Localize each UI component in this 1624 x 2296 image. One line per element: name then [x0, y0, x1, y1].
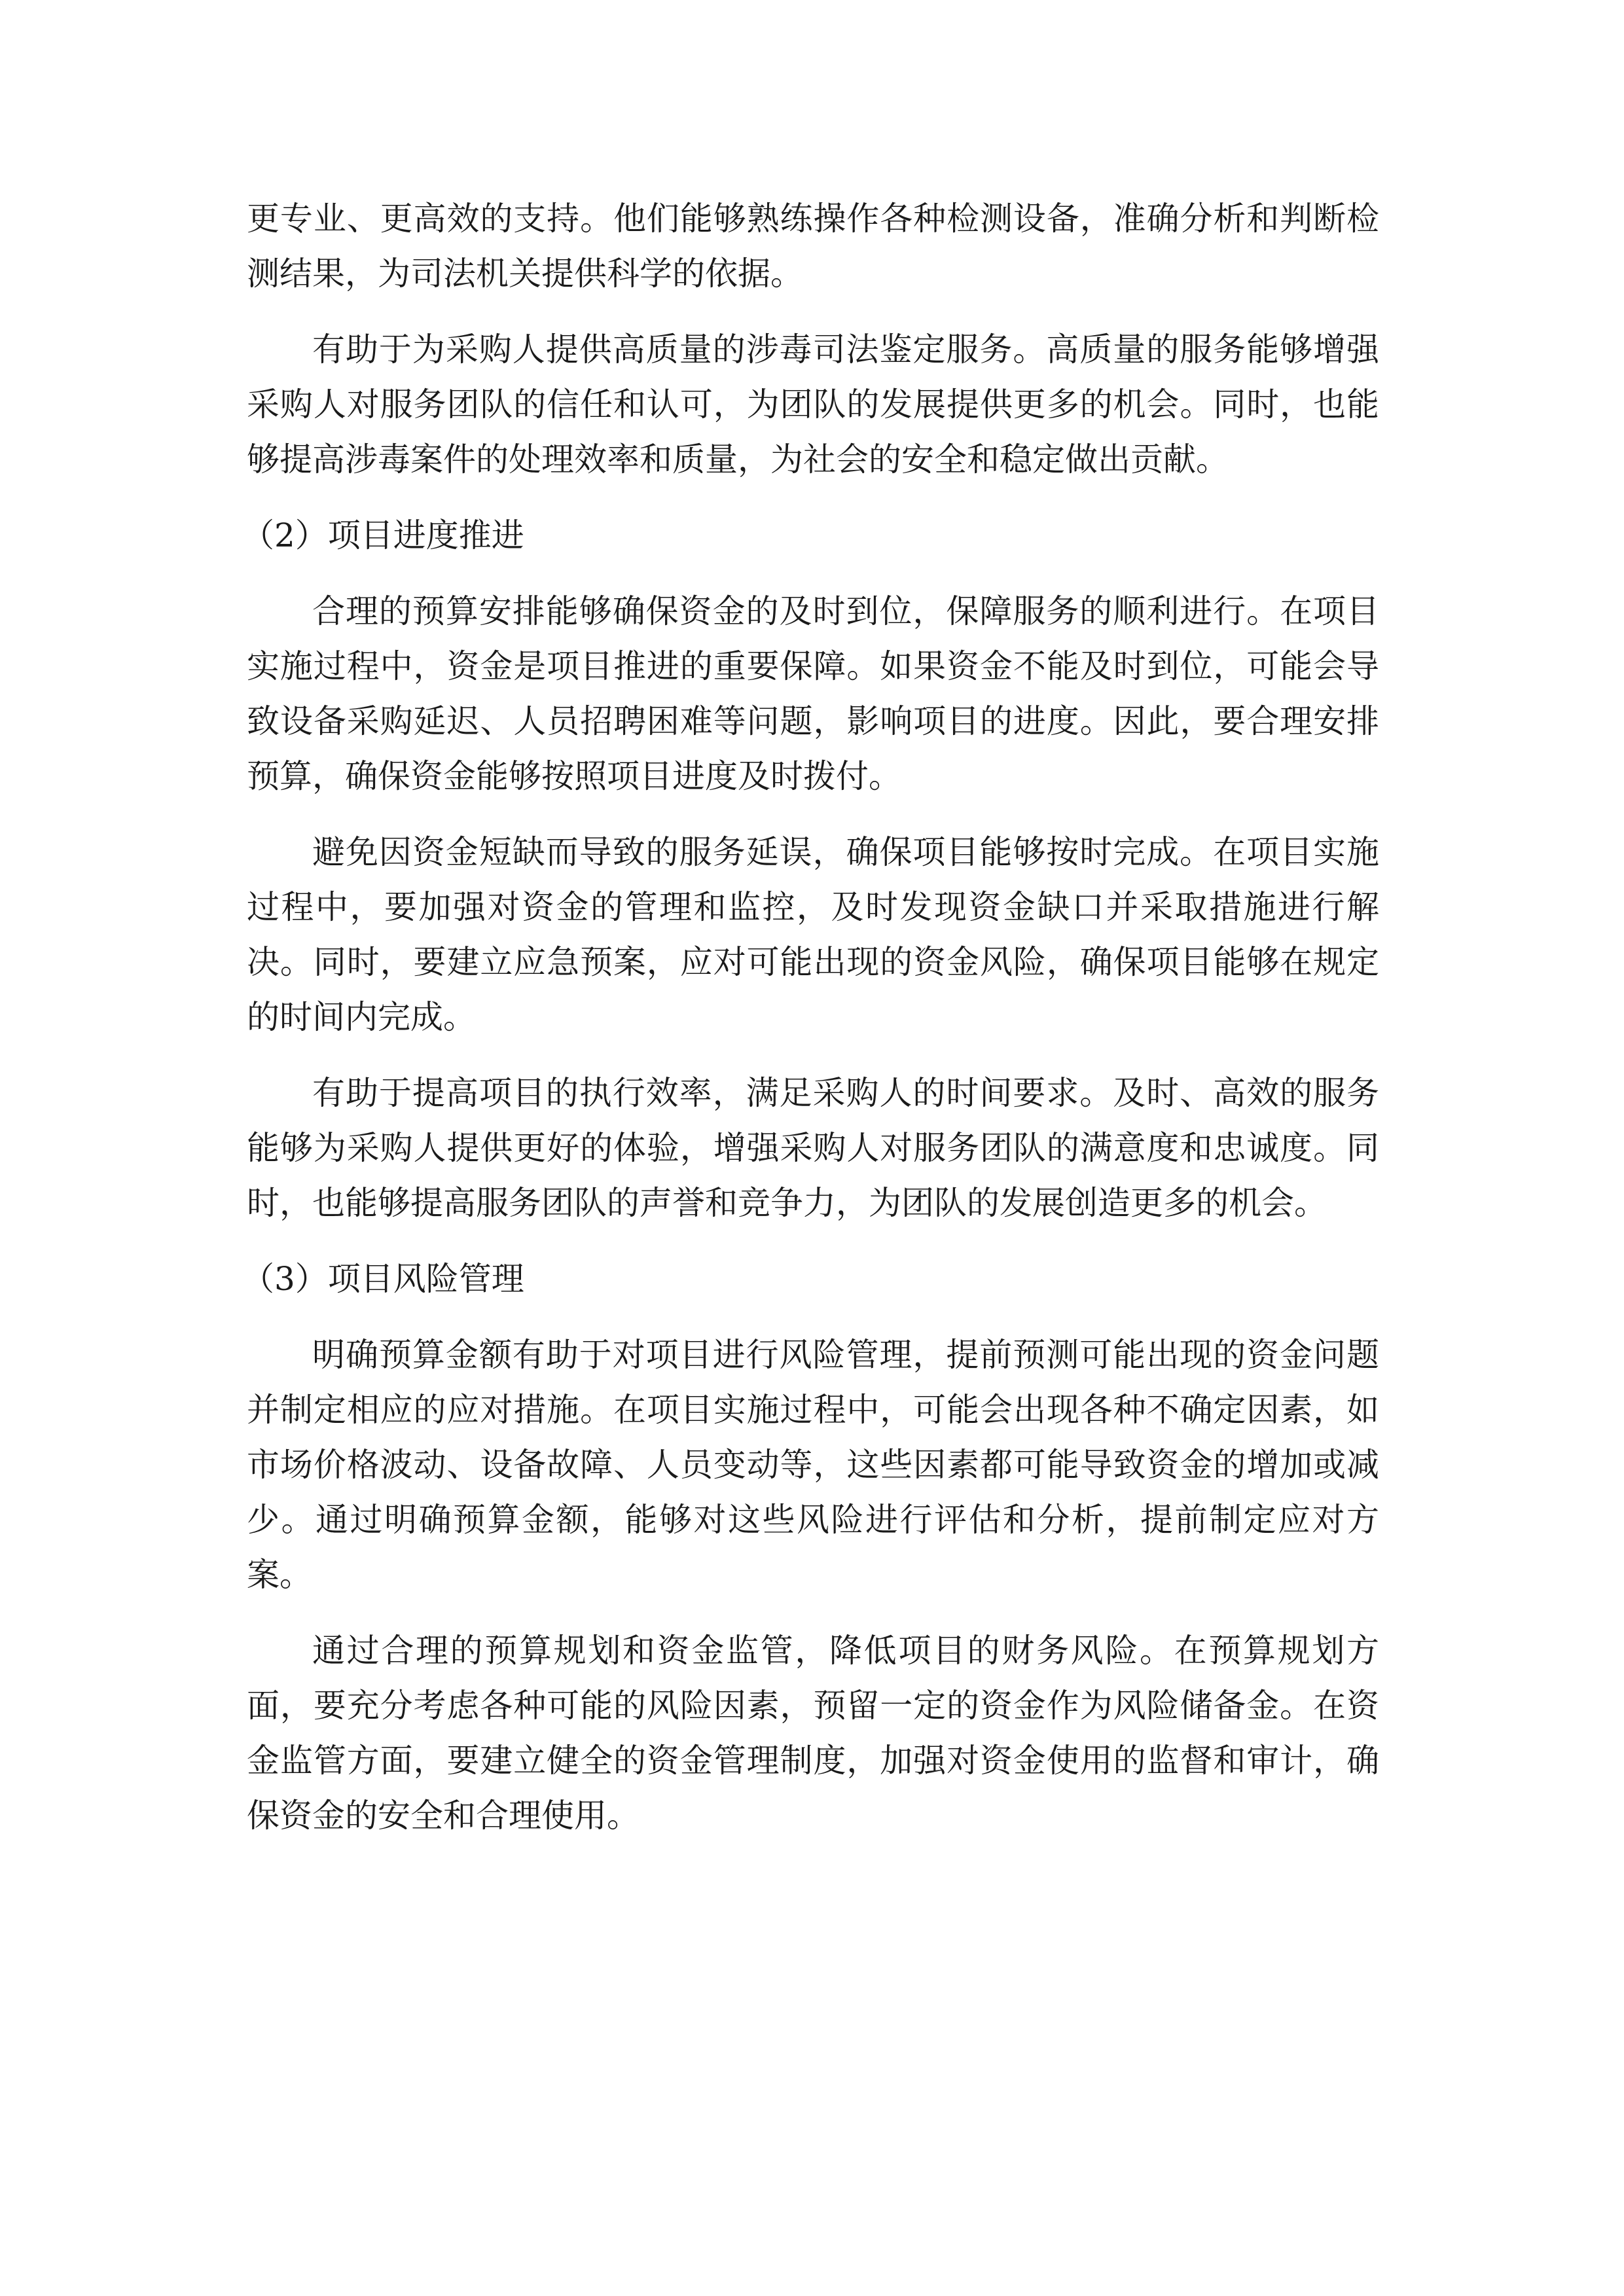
paragraph-continuation: 更专业、更高效的支持。他们能够熟练操作各种检测设备，准确分析和判断检测结果，为司法机关提供科学的依据。: [247, 200, 1379, 293]
paragraph: 有助于为采购人提供高质量的涉毒司法鉴定服务。高质量的服务能够增强采购人对服务团队的信任和认可，为团队的发展提供更多的机会。同时，也能够提高涉毒案件的处理效率和质量，为社会的安全和稳定做出贡献。: [247, 331, 1379, 478]
paragraph: 避免因资金短缺而导致的服务延误，确保项目能够按时完成。在项目实施过程中，要加强对资金的管理和监控，及时发现资金缺口并采取措施进行解决。同时，要建立应急预案，应对可能出现的资金风险，确保项目能够在规定的时间内完成。: [247, 833, 1379, 1036]
section-heading-3: （3）项目风险管理: [242, 1260, 524, 1298]
paragraph: 合理的预算安排能够确保资金的及时到位，保障服务的顺利进行。在项目实施过程中，资金是项目推进的重要保障。如果资金不能及时到位，可能会导致设备采购延迟、人员招聘困难等问题，影响项目的进度。因此，要合理安排预算，确保资金能够按照项目进度及时拨付。: [247, 592, 1379, 795]
paragraph: 明确预算金额有助于对项目进行风险管理，提前预测可能出现的资金问题并制定相应的应对措施。在项目实施过程中，可能会出现各种不确定因素，如市场价格波动、设备故障、人员变动等，这些因素都可能导致资金的增加或减少。通过明确预算金额，能够对这些风险进行评估和分析，提前制定应对方案。: [247, 1336, 1379, 1594]
section-heading-2: （2）项目进度推进: [242, 516, 524, 554]
paragraph: 通过合理的预算规划和资金监管，降低项目的财务风险。在预算规划方面，要充分考虑各种可能的风险因素，预留一定的资金作为风险储备金。在资金监管方面，要建立健全的资金管理制度，加强对资金使用的监督和审计，确保资金的安全和合理使用。: [247, 1632, 1379, 1835]
body-text: [242, 191, 1379, 1864]
paragraph: 有助于提高项目的执行效率，满足采购人的时间要求。及时、高效的服务能够为采购人提供更好的体验，增强采购人对服务团队的满意度和忠诚度。同时，也能够提高服务团队的声誉和竞争力，为团队的发展创造更多的机会。: [247, 1074, 1379, 1222]
